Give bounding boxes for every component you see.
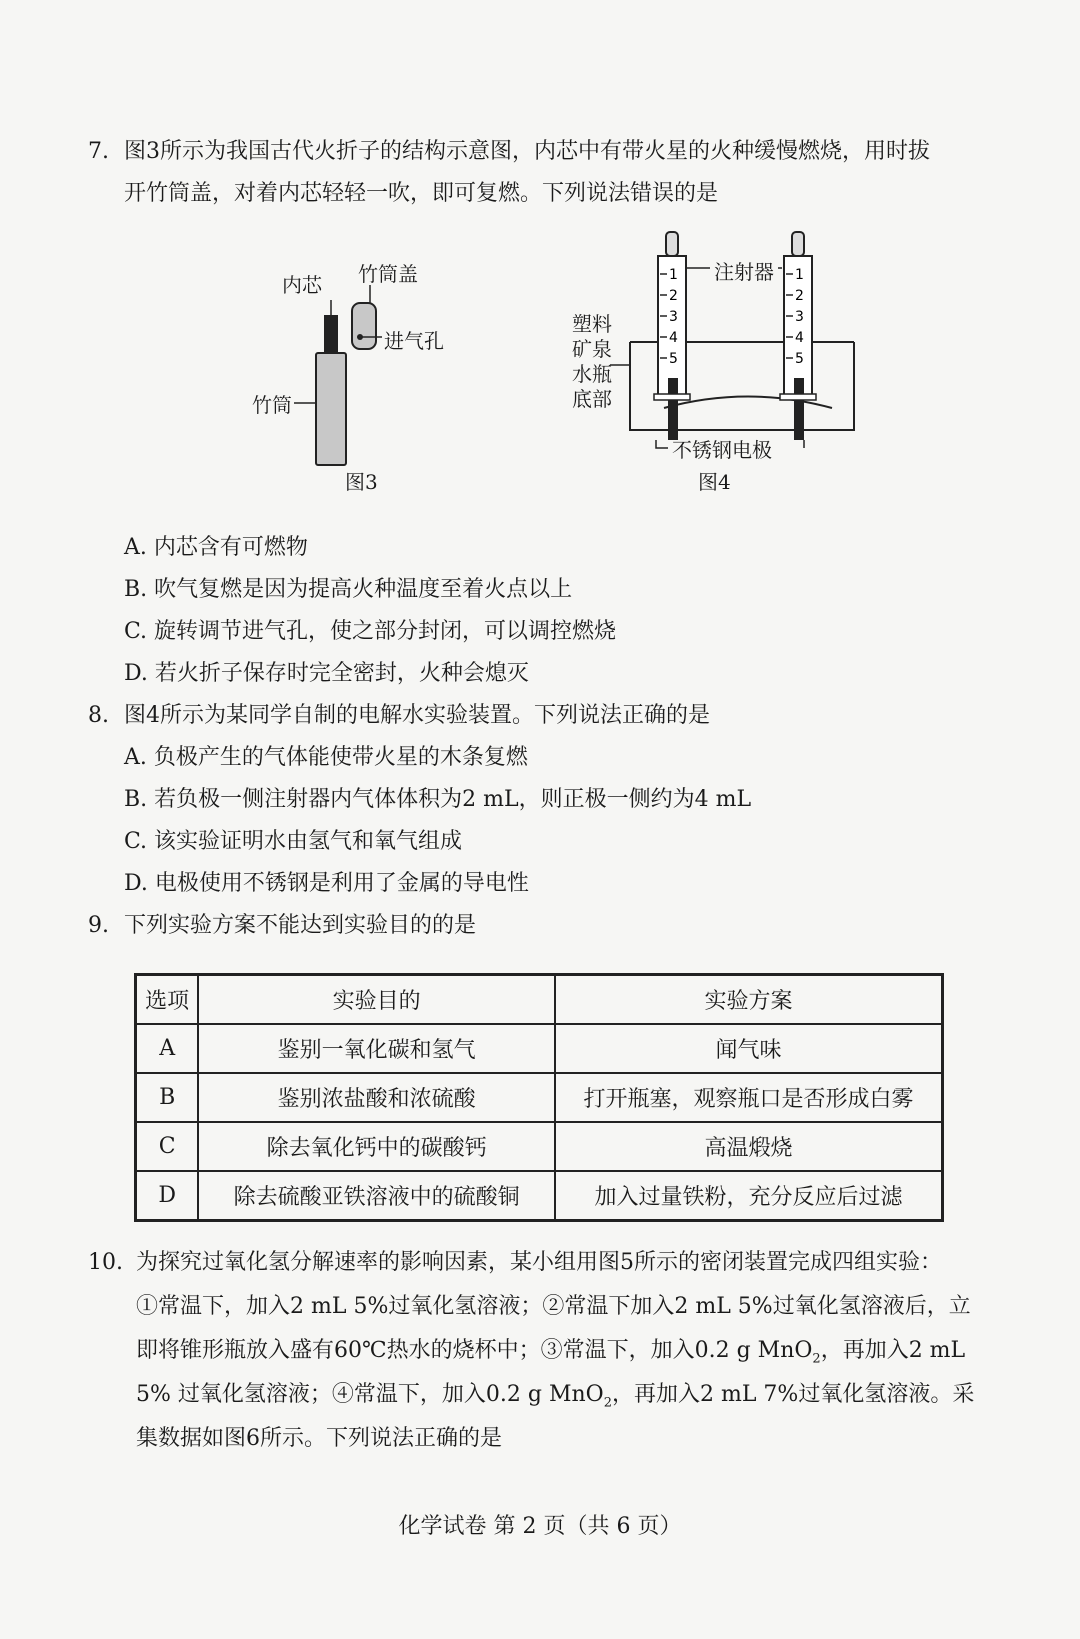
q8-option-a: A. 负极产生的气体能使带火星的木条复燃 <box>124 745 528 770</box>
q9-table-header <box>136 975 943 1025</box>
syringe-tick-label: 4 <box>669 330 678 346</box>
fig4-label-bottle-4: 底部 <box>572 387 612 411</box>
q10-text-4-end: ，再加入2 mL 7%过氧化氢溶液。采 <box>611 1382 975 1407</box>
fig3-label-core: 内芯 <box>282 273 322 297</box>
q9-header-goal: 实验目的 <box>198 975 555 1025</box>
q7-option-a: A. 内芯含有可燃物 <box>124 535 308 560</box>
table-cell: 鉴别浓盐酸和浓硫酸 <box>198 1073 555 1122</box>
syringe-tick-label: 5 <box>669 351 678 367</box>
q8-option-d: D. 电极使用不锈钢是利用了金属的导电性 <box>124 871 529 896</box>
table-cell: 高温煅烧 <box>555 1122 943 1171</box>
table-cell: 打开瓶塞，观察瓶口是否形成白雾 <box>555 1073 943 1122</box>
fig3-diagram <box>230 255 480 490</box>
q7-number: 7. <box>88 139 109 164</box>
syringe-tick-label: 4 <box>795 330 804 346</box>
table-row <box>136 1171 943 1221</box>
q8-text: 图4所示为某同学自制的电解水实验装置。下列说法正确的是 <box>124 703 710 728</box>
q10-stem-line4 <box>136 1380 974 1418</box>
table-cell: B <box>136 1073 199 1122</box>
table-cell: 除去硫酸亚铁溶液中的硫酸铜 <box>198 1171 555 1221</box>
table-cell: 闻气味 <box>555 1024 943 1073</box>
q8-number: 8. <box>88 703 109 728</box>
q8-option-b: B. 若负极一侧注射器内气体体积为2 mL，则正极一侧约为4 mL <box>124 787 752 812</box>
q10-sub-3: 2 <box>812 1351 821 1367</box>
q9-stem <box>88 911 476 941</box>
fig3-label-cap: 竹筒盖 <box>358 262 418 286</box>
fig3-cap <box>352 303 376 349</box>
q7-stem-line2: 开竹筒盖，对着内芯轻轻一吹，即可复燃。下列说法错误的是 <box>124 181 719 206</box>
q7-stem-line1 <box>88 137 930 167</box>
syringe-tick-label: 2 <box>669 288 678 304</box>
q7-option-d: D. 若火折子保存时完全密封，火种会熄灭 <box>124 661 529 686</box>
fig4-label-electrode: 不锈钢电极 <box>672 438 772 462</box>
table-cell: 除去氧化钙中的碳酸钙 <box>198 1122 555 1171</box>
syringe-tick-label: 1 <box>669 267 678 283</box>
page-footer: 化学试卷 第 2 页（共 6 页） <box>398 1514 682 1539</box>
fig3-core <box>324 315 338 357</box>
q10-stem-line2: ①常温下，加入2 mL 5%过氧化氢溶液；②常温下加入2 mL 5%过氧化氢溶液后，立 <box>136 1294 971 1319</box>
syringe-tick-label: 3 <box>795 309 804 325</box>
q10-number: 10. <box>88 1250 123 1275</box>
fig3-caption: 图3 <box>345 470 378 494</box>
fig4-caption: 图4 <box>698 470 731 494</box>
table-row <box>136 1122 943 1171</box>
q10-stem-line1 <box>88 1248 942 1278</box>
q7-text-1: 图3所示为我国古代火折子的结构示意图，内芯中有带火星的火种缓慢燃烧，用时拔 <box>124 139 930 164</box>
q8-option-c: C. 该实验证明水由氢气和氧气组成 <box>124 829 463 854</box>
q8-stem <box>88 701 710 731</box>
table-cell: 鉴别一氧化碳和氢气 <box>198 1024 555 1073</box>
table-row <box>136 1024 943 1073</box>
q9-number: 9. <box>88 913 109 938</box>
syringe-tick-label: 5 <box>795 351 804 367</box>
q7-option-b: B. 吹气复燃是因为提高火种温度至着火点以上 <box>124 577 573 602</box>
q10-text-3: 即将锥形瓶放入盛有60℃热水的烧杯中；③常温下，加入0.2 g MnO <box>136 1338 813 1363</box>
q10-stem-line5: 集数据如图6所示。下列说法正确的是 <box>136 1426 502 1451</box>
fig4-label-bottle-1: 塑料 <box>572 312 612 336</box>
q9-header-plan: 实验方案 <box>555 975 943 1025</box>
fig4-label-bottle <box>572 312 612 412</box>
q7-option-c: C. 旋转调节进气孔，使之部分封闭，可以调控燃烧 <box>124 619 617 644</box>
syringe-tick-label: 2 <box>795 288 804 304</box>
q9-header-option: 选项 <box>136 975 199 1025</box>
fig3-label-tube: 竹筒 <box>252 393 292 417</box>
q9-table <box>134 973 944 1222</box>
q10-sub-4: 2 <box>603 1395 612 1411</box>
q10-stem-line3 <box>136 1336 965 1374</box>
fig4-label-bottle-3: 水瓶 <box>572 362 612 386</box>
q10-text-4: 5% 过氧化氢溶液；④常温下，加入0.2 g MnO <box>136 1382 604 1407</box>
fig4-label-syringe: 注射器 <box>714 260 774 284</box>
table-cell: A <box>136 1024 199 1073</box>
q9-text: 下列实验方案不能达到实验目的的是 <box>124 913 477 938</box>
syringe-tick-label: 3 <box>669 309 678 325</box>
fig3-tube <box>316 353 346 465</box>
table-cell: C <box>136 1122 199 1171</box>
table-row <box>136 1073 943 1122</box>
syringe-tick-label: 1 <box>795 267 804 283</box>
fig4-electrode-leader <box>656 440 668 448</box>
table-cell: D <box>136 1171 199 1221</box>
table-cell: 加入过量铁粉，充分反应后过滤 <box>555 1171 943 1221</box>
fig3-label-hole: 进气孔 <box>384 329 444 353</box>
q10-text-1: 为探究过氧化氢分解速率的影响因素，某小组用图5所示的密闭装置完成四组实验： <box>136 1250 942 1275</box>
fig4-label-bottle-2: 矿泉 <box>572 337 612 361</box>
q10-text-3-end: ，再加入2 mL <box>820 1338 966 1363</box>
